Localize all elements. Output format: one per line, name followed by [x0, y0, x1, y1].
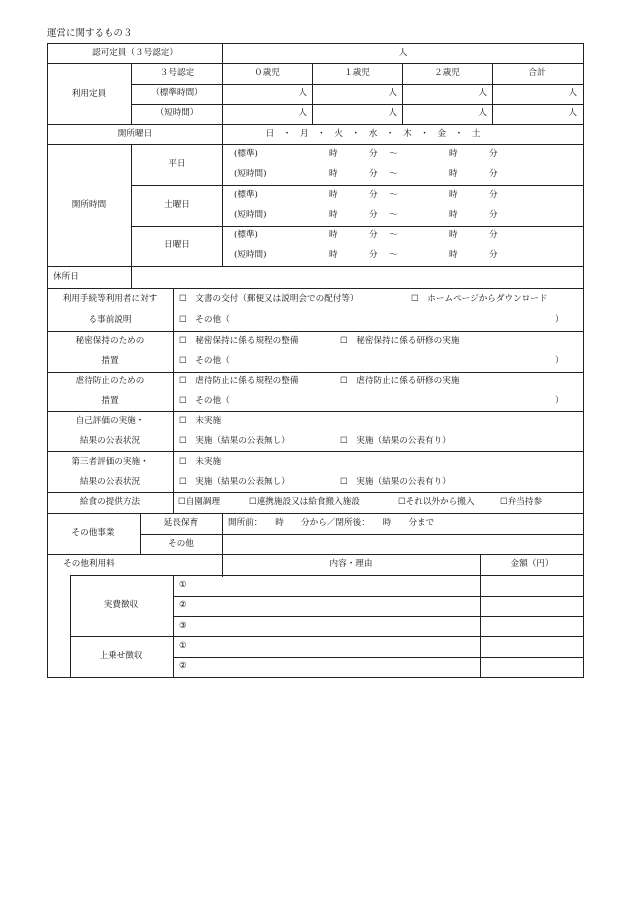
usage-label: 利用定員	[71, 89, 107, 99]
actual-cost-label: 実費徴収	[103, 600, 139, 610]
extended-care-label: 延長保育	[163, 518, 199, 528]
self-eval-option-unpublished[interactable]: ☐ 実施（結果の公表無し）	[179, 436, 290, 446]
abuse-label-1: 虐待防止のための	[75, 376, 145, 386]
usage-col-header: ３号認定	[159, 68, 195, 78]
actual-item-2: ②	[179, 600, 187, 610]
fees-content-header: 内容・理由	[329, 559, 373, 569]
abuse-option-rules[interactable]: ☐ 虐待防止に係る規程の整備	[179, 376, 299, 386]
privacy-label-1: 秘密保持のための	[75, 336, 145, 346]
fees-label: その他利用料	[63, 559, 115, 569]
meals-option-self[interactable]: ☐自園調理	[178, 497, 221, 507]
privacy-option-training[interactable]: ☐ 秘密保持に係る研修の実施	[340, 336, 460, 346]
unit-cell: 人	[478, 108, 487, 118]
self-eval-label-1: 自己評価の実施・	[75, 416, 145, 426]
actual-item-3: ③	[179, 621, 187, 631]
surcharge-item-1: ①	[179, 641, 187, 651]
procedure-option-other[interactable]: ☐ その他（	[179, 315, 230, 325]
third-eval-option-unpublished[interactable]: ☐ 実施（結果の公表無し）	[179, 477, 290, 487]
capacity-unit: 人	[398, 48, 408, 58]
days-label: 開所曜日	[117, 129, 153, 139]
other-business-other-label: その他	[168, 539, 194, 549]
self-eval-label-2: 結果の公表状況	[79, 436, 141, 446]
unit-cell: 人	[388, 88, 397, 98]
page-title: 運営に関するもの３	[47, 28, 133, 39]
meals-label: 給食の提供方法	[79, 497, 141, 507]
actual-item-1: ①	[179, 580, 187, 590]
close-paren: ）	[555, 356, 564, 366]
unit-cell: 人	[568, 88, 577, 98]
self-eval-option-published[interactable]: ☐ 実施（結果の公表有り）	[340, 436, 451, 446]
third-eval-option-published[interactable]: ☐ 実施（結果の公表有り）	[340, 477, 451, 487]
procedure-option-download[interactable]: ☐ ホームページからダウンロード	[411, 294, 548, 304]
days-values: 日 ・ 月 ・ 火 ・ 水 ・ 木 ・ 金 ・ 土	[265, 129, 481, 139]
weekday-label: 平日	[168, 159, 186, 169]
fees-amount-header: 金額（円）	[510, 559, 554, 569]
procedure-option-document[interactable]: ☐ 文書の交付（郵便又は説明会での配付等）	[179, 294, 359, 304]
meals-option-partner[interactable]: ☐連携施設又は給食搬入施設	[249, 497, 360, 507]
self-eval-option-none[interactable]: ☐ 未実施	[179, 416, 222, 426]
third-eval-label-2: 結果の公表状況	[79, 477, 141, 487]
age-2-header: ２歳児	[434, 68, 460, 78]
privacy-option-rules[interactable]: ☐ 秘密保持に係る規程の整備	[179, 336, 299, 346]
total-header: 合計	[528, 68, 546, 78]
procedure-label-2: る事前説明	[88, 315, 132, 325]
sunday-label: 日曜日	[164, 240, 190, 250]
privacy-label-2: 措置	[101, 356, 119, 366]
meals-option-external[interactable]: ☐それ以外から搬入	[398, 497, 475, 507]
unit-cell: 人	[298, 108, 307, 118]
age-1-header: １歳児	[344, 68, 370, 78]
abuse-option-other[interactable]: ☐ その他（	[179, 396, 230, 406]
closed-label: 休所日	[53, 272, 79, 282]
surcharge-label: 上乗せ徴収	[99, 651, 143, 661]
short-time-label: （短時間）	[155, 108, 199, 118]
hours-label: 開所時間	[71, 200, 107, 210]
close-paren: ）	[555, 396, 564, 406]
saturday-label: 土曜日	[164, 200, 190, 210]
unit-cell: 人	[478, 88, 487, 98]
abuse-label-2: 措置	[101, 396, 119, 406]
third-eval-option-none[interactable]: ☐ 未実施	[179, 457, 222, 467]
capacity-label: 認可定員（３号認定）	[92, 48, 178, 58]
abuse-option-training[interactable]: ☐ 虐待防止に係る研修の実施	[340, 376, 460, 386]
unit-cell: 人	[388, 108, 397, 118]
surcharge-item-2: ②	[179, 661, 187, 671]
extended-care-times: 開所前： 時 分から／閉所後： 時 分まで	[228, 518, 435, 528]
close-paren: ）	[555, 315, 564, 325]
standard-time-label: （標準時間）	[151, 88, 203, 98]
procedure-label-1: 利用手続等利用者に対す	[62, 294, 158, 304]
privacy-option-other[interactable]: ☐ その他（	[179, 356, 230, 366]
third-eval-label-1: 第三者評価の実施・	[71, 457, 149, 467]
unit-cell: 人	[568, 108, 577, 118]
other-business-label: その他事業	[71, 528, 115, 538]
age-0-header: ０歳児	[254, 68, 280, 78]
unit-cell: 人	[298, 88, 307, 98]
meals-option-bento[interactable]: ☐弁当持参	[500, 497, 543, 507]
